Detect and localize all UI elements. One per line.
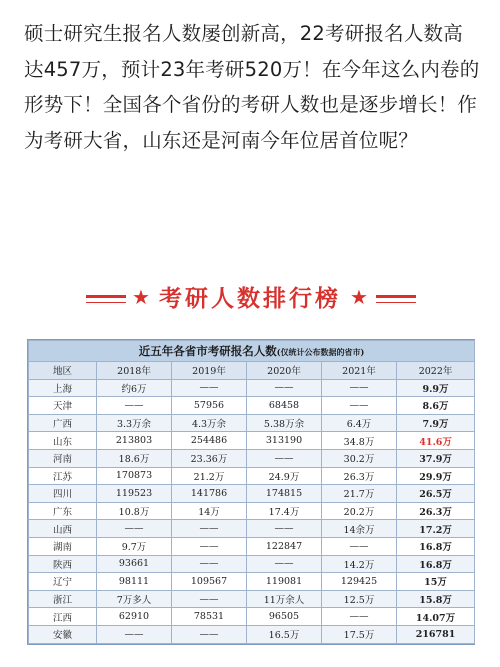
region-cell: 江西: [29, 608, 97, 626]
region-cell: 山东: [29, 432, 97, 450]
value-cell: 213803: [97, 432, 172, 450]
value-cell: 96505: [247, 608, 322, 626]
value-cell: ——: [172, 537, 247, 555]
table-row: [29, 573, 475, 591]
value-cell: 23.36万: [172, 449, 247, 467]
value-cell: 14.07万: [397, 608, 475, 626]
column-header: 2021年: [322, 362, 397, 380]
table-row: [29, 608, 475, 626]
region-cell: 陕西: [29, 555, 97, 573]
banner-title: 考研人数排行榜: [159, 286, 341, 312]
value-cell: 17.4万: [247, 502, 322, 520]
value-cell: 21.2万: [172, 467, 247, 485]
value-cell: 17.5万: [322, 625, 397, 643]
ranking-table-wrapper: [27, 339, 475, 645]
region-cell: 安徽: [29, 625, 97, 643]
region-cell: 浙江: [29, 590, 97, 608]
value-cell: 7.9万: [397, 414, 475, 432]
value-cell: 24.9万: [247, 467, 322, 485]
value-cell: 3.3万余: [97, 414, 172, 432]
value-cell: ——: [322, 379, 397, 397]
value-cell: 14.2万: [322, 555, 397, 573]
value-cell: 93661: [97, 555, 172, 573]
value-cell: 16.5万: [247, 625, 322, 643]
star-icon-right: ★: [350, 285, 368, 309]
column-header: 2022年: [397, 362, 475, 380]
value-cell: 8.6万: [397, 397, 475, 415]
value-cell: 37.9万: [397, 449, 475, 467]
value-cell: 26.3万: [397, 502, 475, 520]
value-cell: 26.3万: [322, 467, 397, 485]
table-caption-title: 近五年各省市考研报名人数: [138, 344, 277, 358]
table-row: [29, 537, 475, 555]
value-cell: 122847: [247, 537, 322, 555]
table-row: [29, 502, 475, 520]
table-row: [29, 379, 475, 397]
table-row: [29, 625, 475, 643]
table-row: [29, 590, 475, 608]
value-cell: 34.8万: [322, 432, 397, 450]
value-cell: ——: [172, 625, 247, 643]
value-cell: ——: [172, 379, 247, 397]
value-cell: ——: [247, 555, 322, 573]
value-cell: 17.2万: [397, 520, 475, 538]
value-cell: 30.2万: [322, 449, 397, 467]
banner-line-right: [376, 295, 416, 298]
banner-line-right-thin: [376, 302, 416, 303]
region-cell: 江苏: [29, 467, 97, 485]
region-cell: 四川: [29, 485, 97, 503]
value-cell: 12.5万: [322, 590, 397, 608]
region-cell: 湖南: [29, 537, 97, 555]
table-row: [29, 397, 475, 415]
value-cell: ——: [247, 520, 322, 538]
value-cell: 141786: [172, 485, 247, 503]
value-cell: ——: [322, 537, 397, 555]
value-cell: ——: [172, 555, 247, 573]
region-cell: 天津: [29, 397, 97, 415]
value-cell: 29.9万: [397, 467, 475, 485]
table-row: [29, 467, 475, 485]
region-cell: 广东: [29, 502, 97, 520]
value-cell: 119523: [97, 485, 172, 503]
value-cell: ——: [247, 379, 322, 397]
column-header: 2020年: [247, 362, 322, 380]
value-cell: 21.7万: [322, 485, 397, 503]
value-cell: 14万: [172, 502, 247, 520]
value-cell: 15.8万: [397, 590, 475, 608]
table-row: [29, 520, 475, 538]
value-cell: 11万余人: [247, 590, 322, 608]
value-cell: 18.6万: [97, 449, 172, 467]
value-cell: 26.5万: [397, 485, 475, 503]
ranking-table: [28, 340, 475, 644]
value-cell: ——: [97, 397, 172, 415]
region-cell: 山西: [29, 520, 97, 538]
region-cell: 广西: [29, 414, 97, 432]
table-row: [29, 449, 475, 467]
value-cell: ——: [247, 449, 322, 467]
value-cell: ——: [97, 520, 172, 538]
value-cell: 57956: [172, 397, 247, 415]
table-caption-note: (仅统计公布数据的省市): [276, 347, 365, 357]
value-cell: 62910: [97, 608, 172, 626]
region-cell: 辽宁: [29, 573, 97, 591]
value-cell: 5.38万余: [247, 414, 322, 432]
value-cell: 7万多人: [97, 590, 172, 608]
value-cell: 129425: [322, 573, 397, 591]
value-cell: ——: [97, 625, 172, 643]
intro-paragraph: 硕士研究生报名人数屡创新高，22考研报名人数高达457万，预计23年考研520万！在今年这么内卷的形势下！全国各个省份的考研人数也是逐步增长！作为考研大省，山东还是河南今年位居首位呢？: [24, 22, 480, 152]
value-cell: 313190: [247, 432, 322, 450]
value-cell: ——: [172, 590, 247, 608]
table-caption-row: [29, 341, 475, 362]
star-icon-left: ★: [132, 285, 150, 309]
table-header-row: [29, 362, 475, 380]
column-header: 地区: [29, 362, 97, 380]
value-cell: 20.2万: [322, 502, 397, 520]
region-cell: 上海: [29, 379, 97, 397]
value-cell: 10.8万: [97, 502, 172, 520]
column-header: 2019年: [172, 362, 247, 380]
value-cell: 4.3万余: [172, 414, 247, 432]
table-row: [29, 432, 475, 450]
value-cell: 15万: [397, 573, 475, 591]
value-cell: 68458: [247, 397, 322, 415]
value-cell: 41.6万: [397, 432, 475, 450]
value-cell: ——: [172, 520, 247, 538]
value-cell: 98111: [97, 573, 172, 591]
value-cell: 约6万: [97, 379, 172, 397]
ranking-banner: [0, 282, 500, 322]
table-row: [29, 414, 475, 432]
value-cell: 6.4万: [322, 414, 397, 432]
table-row: [29, 555, 475, 573]
value-cell: 9.9万: [397, 379, 475, 397]
value-cell: ——: [322, 397, 397, 415]
value-cell: 174815: [247, 485, 322, 503]
value-cell: 16.8万: [397, 555, 475, 573]
value-cell: 254486: [172, 432, 247, 450]
value-cell: ——: [322, 608, 397, 626]
table-caption: [29, 341, 475, 362]
value-cell: 216781: [397, 625, 475, 643]
value-cell: 109567: [172, 573, 247, 591]
value-cell: 14余万: [322, 520, 397, 538]
value-cell: 9.7万: [97, 537, 172, 555]
value-cell: 78531: [172, 608, 247, 626]
value-cell: 170873: [97, 467, 172, 485]
region-cell: 河南: [29, 449, 97, 467]
table-row: [29, 485, 475, 503]
column-header: 2018年: [97, 362, 172, 380]
value-cell: 16.8万: [397, 537, 475, 555]
value-cell: 119081: [247, 573, 322, 591]
